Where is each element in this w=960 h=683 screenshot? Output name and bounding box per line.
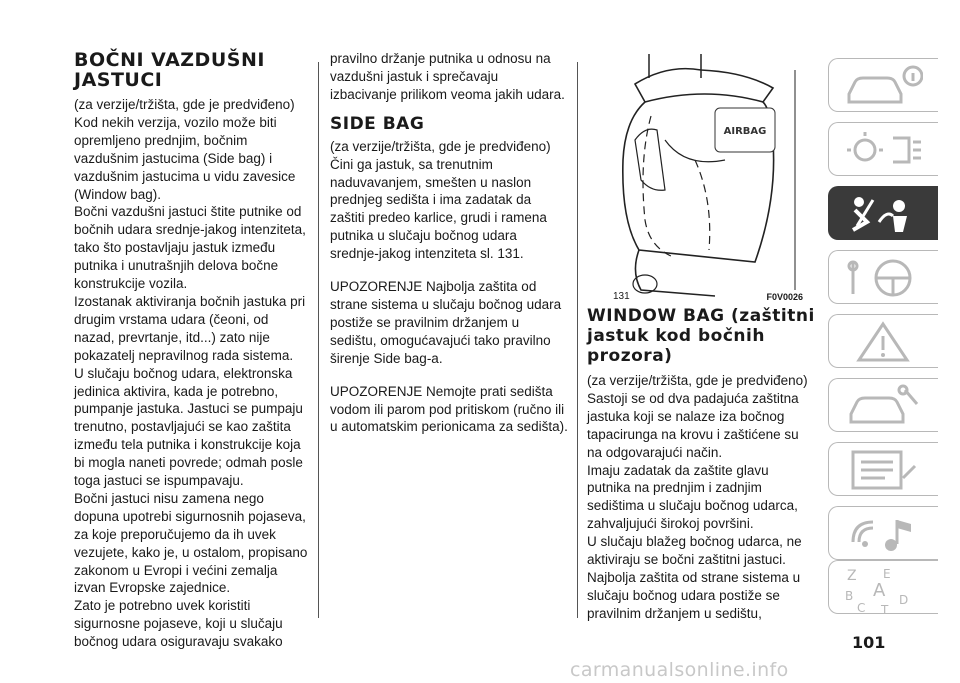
seat-illustration — [605, 50, 805, 300]
column-divider-right — [577, 62, 578, 618]
multimedia-icon — [843, 512, 923, 556]
paragraph: Izostanak aktiviranja bočnih jastuka pri drugim vrstama udara (čeoni, od nazad, prevrtanje, itd...) zato nije pokazatelj nepravilnog rada sistema. — [74, 293, 306, 363]
tab-emergency[interactable] — [828, 314, 938, 368]
airbag-label: AIRBAG — [723, 126, 767, 137]
paragraph: Bočni jastuci nisu zamena nego dopuna upotrebi sigurnosnih pojaseva, za koje preporučujemo da ih uvek vezujete, kako je, u ostalom, propisano zakonom u Evropi i većini zemalja izvan Evropske zajednice. — [74, 490, 308, 596]
warning-text: UPOZORENJE Najbolja zaštita od strane sistema u slučaju bočnog udara postiže se pravilnim držanjem u sedištu, omogućavajući tako pravilno širenje Side bag-a. — [330, 279, 562, 366]
warning-text: UPOZORENJE Nemojte prati sedišta vodom ili parom pod pritiskom (ručno ili u automatskim perionicama za sedišta). — [330, 383, 568, 435]
index-letters-icon — [843, 566, 923, 614]
svg-text:E: E — [883, 567, 891, 581]
tab-car-info[interactable] — [828, 58, 938, 112]
seat-airbag-icon — [843, 192, 923, 236]
svg-text:B: B — [845, 589, 854, 603]
tab-maintenance[interactable] — [828, 378, 938, 432]
figure-side-airbag-seat — [605, 50, 805, 300]
svg-text:T: T — [881, 603, 889, 614]
section-heading-side-bag: SIDE BAG — [330, 113, 425, 134]
specifications-list-icon — [843, 448, 923, 492]
dashboard-lights-icon — [843, 128, 923, 172]
paragraph: Bočni vazdušni jastuci štite putnike od bočnih udara srednje-jakog intenziteta, tako što postavljaju jastuk između putnika i unutrašnjih delova bočne konstrukcije vozila. — [74, 204, 306, 292]
subtitle: (za verzije/tržišta, gde je predviđeno) — [587, 373, 808, 388]
paragraph: Čini ga jastuk, sa trenutnim naduvavanjem, smešten u naslon prednjeg sedišta i ima zadatak da zaštiti predeo karlice, grudi i ramena putnika u slučaju bočnog udara srednje-jakog intenziteta sl. 131. — [330, 156, 547, 262]
paragraph: Imaju zadatak da zaštite glavu putnika na prednjim i zadnjim sedištima u slučaju bočnog udarca, zahvaljujući širokoj površini. — [587, 462, 798, 532]
svg-text:D: D — [899, 593, 909, 607]
paragraph: Kod nekih verzija, vozilo može biti opremljeno prednjim, bočnim vazdušnim jastucima (Side bag) i vazdušnim jastucima u vidu zavesice (Window bag). — [74, 114, 296, 202]
section-heading-bocni-vazdusni-jastuci: BOČNI VAZDUŠNI JASTUCI — [74, 49, 265, 91]
svg-text:A: A — [873, 580, 886, 601]
warning-triangle-icon — [843, 320, 923, 364]
subtitle: (za verzije/tržišta, gde je predviđeno) — [74, 97, 295, 112]
svg-text:C: C — [857, 601, 866, 614]
column-left — [74, 50, 308, 651]
figure-code: F0V0026 — [766, 292, 803, 302]
paragraph: U slučaju bočnog udara, elektronska jedinica aktivira, kada je potrebno, pumpanje jastuka. Jastuci se pumpaju trenutno, postavljajući se kao zaštita između tela putnika i konstrukcije koja bi mogla naneti povrede; odmah posle toga jastuci se ispumpavaju. — [74, 365, 303, 489]
tab-dashboard-lights[interactable] — [828, 122, 938, 176]
column-right — [587, 50, 815, 623]
watermark-text[interactable]: carmanualsonline.info — [570, 659, 789, 681]
tab-starting-driving[interactable] — [828, 250, 938, 304]
paragraph: Zato je potrebno uvek koristiti sigurnosne pojaseve, koji u slučaju bočnog udara osiguravaju svakako — [74, 598, 283, 650]
paragraph: U slučaju blažeg bočnog udarca, ne aktiviraju se bočni zaštitni jastuci. — [587, 534, 802, 568]
paragraph: Najbolja zaštita od strane sistema u slučaju bočnog udara postiže se pravilnim držanjem u sedištu, — [587, 569, 801, 621]
car-info-icon — [843, 64, 923, 108]
column-middle — [330, 50, 568, 436]
page-number: 101 — [852, 633, 886, 652]
steering-wheel-key-icon — [843, 256, 923, 300]
section-heading-window-bag: WINDOW BAG (zaštitni jastuk kod bočnih prozora) — [587, 306, 815, 366]
tab-multimedia[interactable] — [828, 506, 938, 560]
tab-index[interactable] — [828, 560, 938, 614]
figure-number: 131 — [613, 291, 630, 302]
tab-safety[interactable] — [828, 186, 938, 240]
subtitle: (za verzije/tržišta, gde je predviđeno) — [330, 138, 551, 154]
svg-text:Z: Z — [847, 568, 857, 584]
paragraph: Sastoji se od dva padajuća zaštitna jastuka koji se nalaze iza bočnog tapacirunga na krovu i zaštićene su na odgovarajući način. — [587, 390, 799, 460]
paragraph-continuation: pravilno držanje putnika u odnosu na vazdušni jastuk i sprečavaju izbacivanje prilikom veoma jakih udara. — [330, 51, 565, 102]
column-divider-left — [318, 62, 319, 618]
car-wrench-icon — [843, 384, 923, 428]
tab-technical-data[interactable] — [828, 442, 938, 496]
